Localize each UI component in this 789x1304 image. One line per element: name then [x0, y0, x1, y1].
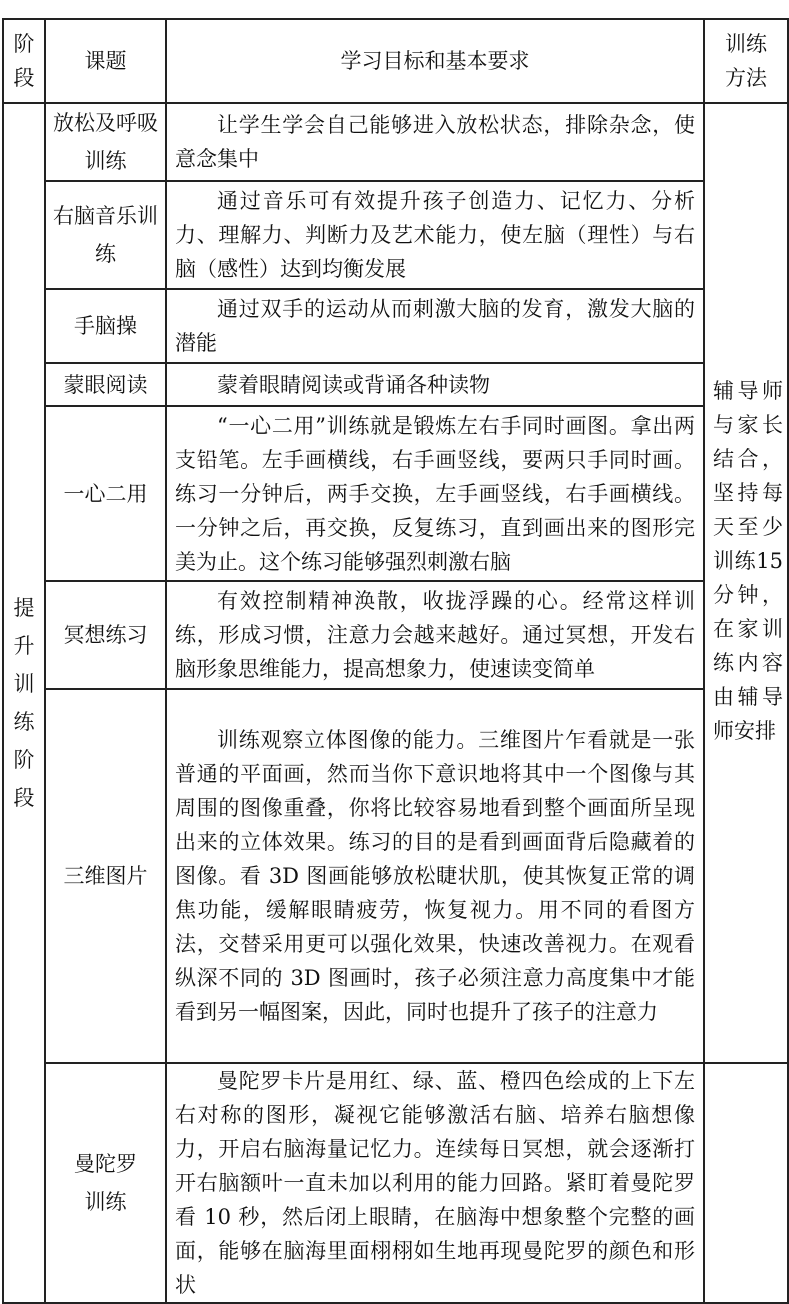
header-goal: 学习目标和基本要求 — [166, 19, 704, 103]
desc-cell: 蒙着眼睛阅读或背诵各种读物 — [166, 363, 704, 406]
topic-cell: 曼陀罗训练 — [45, 1063, 166, 1303]
table-row — [3, 406, 788, 581]
table-row — [3, 689, 788, 1063]
desc-cell: 让学生学会自己能够进入放松状态，排除杂念，使意念集中 — [166, 103, 704, 181]
desc-cell: 训练观察立体图像的能力。三维图片乍看就是一张普通的平面画，然而当你下意识地将其中一个图像与其周围的图像重叠，你将比较容易地看到整个画面所呈现出来的立体效果。练习的目的是看到画面背后隐藏着的图像。看 3D 图画能够放松睫状肌，使其恢复正常的调焦功能，缓解眼睛疲劳，恢复视力。用不同的看图方法，交替采用更可以强化效果，快速改善视力。在观看纵深不同的 3D 图画时，孩子必须注意力高度集中才能看到另一幅图案，因此，同时也提升了孩子的注意力 — [166, 689, 704, 1063]
table-row — [3, 363, 788, 406]
desc-cell: “一心二用”训练就是锻炼左右手同时画图。拿出两支铅笔。左手画横线，右手画竖线，要两只手同时画。练习一分钟后，两手交换，左手画竖线，右手画横线。一分钟之后，再交换，反复练习，直到画出来的图形完美为止。这个练习能够强烈刺激右脑 — [166, 406, 704, 581]
topic-cell: 放松及呼吸训练 — [45, 103, 166, 181]
desc-cell: 通过音乐可有效提升孩子创造力、记忆力、分析力、理解力、判断力及艺术能力，使左脑（理性）与右脑（感性）达到均衡发展 — [166, 181, 704, 289]
topic-cell: 蒙眼阅读 — [45, 363, 166, 406]
method-text: 辅导师与家长结合，坚持每天至少训练15分钟，在家训练内容由辅导师安排 — [713, 379, 783, 743]
topic-cell: 手脑操 — [45, 289, 166, 363]
method-cell — [704, 103, 788, 1063]
table-row — [3, 581, 788, 689]
table-row — [3, 103, 788, 181]
table-row — [3, 1063, 788, 1303]
topic-cell: 三维图片 — [45, 689, 166, 1063]
header-row — [3, 19, 788, 103]
header-stage: 阶段 — [3, 19, 45, 103]
header-topic: 课题 — [45, 19, 166, 103]
stage-cell — [3, 103, 45, 1303]
desc-cell: 曼陀罗卡片是用红、绿、蓝、橙四色绘成的上下左右对称的图形，凝视它能够激活右脑、培养右脑想像力，开启右脑海量记忆力。连续每日冥想，就会逐渐打开右脑额叶一直未加以利用的能力回路。紧盯着曼陀罗看 10 秒，然后闭上眼睛，在脑海中想象整个完整的画面，能够在脑海里面栩栩如生地再现曼陀罗的颜色和形状 — [166, 1063, 704, 1303]
desc-cell: 有效控制精神涣散，收拢浮躁的心。经常这样训练，形成习惯，注意力会越来越好。通过冥想，开发右脑形象思维能力，提高想象力，使速读变简单 — [166, 581, 704, 689]
training-table — [2, 18, 789, 1304]
stage-label: 提升训练阶段 — [13, 596, 35, 810]
table-row — [3, 289, 788, 363]
topic-cell: 一心二用 — [45, 406, 166, 581]
header-method: 训练方法 — [704, 19, 788, 103]
method-cell-empty — [704, 1063, 788, 1303]
table-row — [3, 181, 788, 289]
topic-cell: 右脑音乐训练 — [45, 181, 166, 289]
topic-cell: 冥想练习 — [45, 581, 166, 689]
desc-cell: 通过双手的运动从而刺激大脑的发育，激发大脑的潜能 — [166, 289, 704, 363]
